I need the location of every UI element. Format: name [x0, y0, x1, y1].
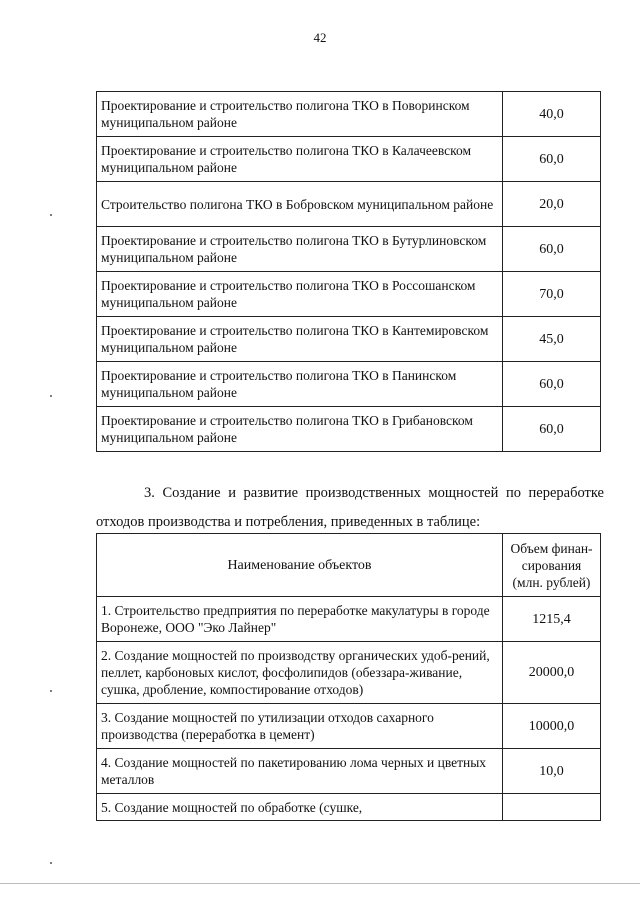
table-row [97, 407, 601, 452]
table-row [97, 317, 601, 362]
table-row [97, 597, 601, 642]
object-name-cell: 3. Создание мощностей по утилизации отходов сахарного производства (переработка в цемент) [97, 704, 503, 749]
object-name-cell: Проектирование и строительство полигона ТКО в Калачеевском муниципальном районе [97, 137, 503, 182]
financing-value-cell: 20,0 [503, 182, 601, 227]
column-header-name: Наименование объектов [97, 534, 503, 597]
table-row [97, 642, 601, 704]
table-row [97, 92, 601, 137]
scan-speck [50, 862, 52, 864]
object-name-cell: Проектирование и строительство полигона ТКО в Кантемировском муниципальном районе [97, 317, 503, 362]
processing-capacity-table [96, 533, 601, 821]
table-row [97, 272, 601, 317]
table-row [97, 137, 601, 182]
object-name-cell: Проектирование и строительство полигона ТКО в Грибановском муниципальном районе [97, 407, 503, 452]
scan-speck [50, 214, 52, 216]
financing-value-cell: 10,0 [503, 749, 601, 794]
section-3-paragraph: 3. Создание и развитие производственных мощностей по переработке отходов производства и потребления, приведенных в таблице: [96, 484, 604, 530]
object-name-cell: Проектирование и строительство полигона ТКО в Бутурлиновском муниципальном районе [97, 227, 503, 272]
page-number: 42 [313, 30, 327, 45]
object-name-cell: Проектирование и строительство полигона ТКО в Панинском муниципальном районе [97, 362, 503, 407]
financing-value-cell: 60,0 [503, 362, 601, 407]
object-name-cell: Проектирование и строительство полигона ТКО в Поворинском муниципальном районе [97, 92, 503, 137]
scan-speck [50, 690, 52, 692]
financing-value-cell: 60,0 [503, 407, 601, 452]
object-name-cell: 1. Строительство предприятия по переработке макулатуры в городе Воронеже, ООО "Эко Лайнер" [97, 597, 503, 642]
column-header-financing: Объем финан-сирования (млн. рублей) [503, 534, 601, 597]
financing-value-cell: 60,0 [503, 137, 601, 182]
financing-value-cell: 1215,4 [503, 597, 601, 642]
financing-value-cell: 10000,0 [503, 704, 601, 749]
financing-value-cell: 70,0 [503, 272, 601, 317]
table-row [97, 362, 601, 407]
polygon-financing-table [96, 91, 601, 452]
object-name-cell: 4. Создание мощностей по пакетированию лома черных и цветных металлов [97, 749, 503, 794]
table-row [97, 227, 601, 272]
financing-value-cell: 60,0 [503, 227, 601, 272]
table-row [97, 749, 601, 794]
financing-value-cell [503, 794, 601, 821]
table-row [97, 182, 601, 227]
object-name-cell: Строительство полигона ТКО в Бобровском муниципальном районе [97, 182, 503, 227]
object-name-cell: 5. Создание мощностей по обработке (сушке, [97, 794, 503, 821]
financing-value-cell: 40,0 [503, 92, 601, 137]
object-name-cell: Проектирование и строительство полигона ТКО в Россошанском муниципальном районе [97, 272, 503, 317]
table-row [97, 794, 601, 821]
financing-value-cell: 45,0 [503, 317, 601, 362]
object-name-cell: 2. Создание мощностей по производству органических удоб-рений, пеллет, карбоновых кислот, фосфолипидов (обеззара-живание, сушка, дробление, компостирование отходов) [97, 642, 503, 704]
table-header-row [97, 534, 601, 597]
scan-speck [50, 395, 52, 397]
table-row [97, 704, 601, 749]
page-bottom-edge [0, 883, 640, 884]
financing-value-cell: 20000,0 [503, 642, 601, 704]
